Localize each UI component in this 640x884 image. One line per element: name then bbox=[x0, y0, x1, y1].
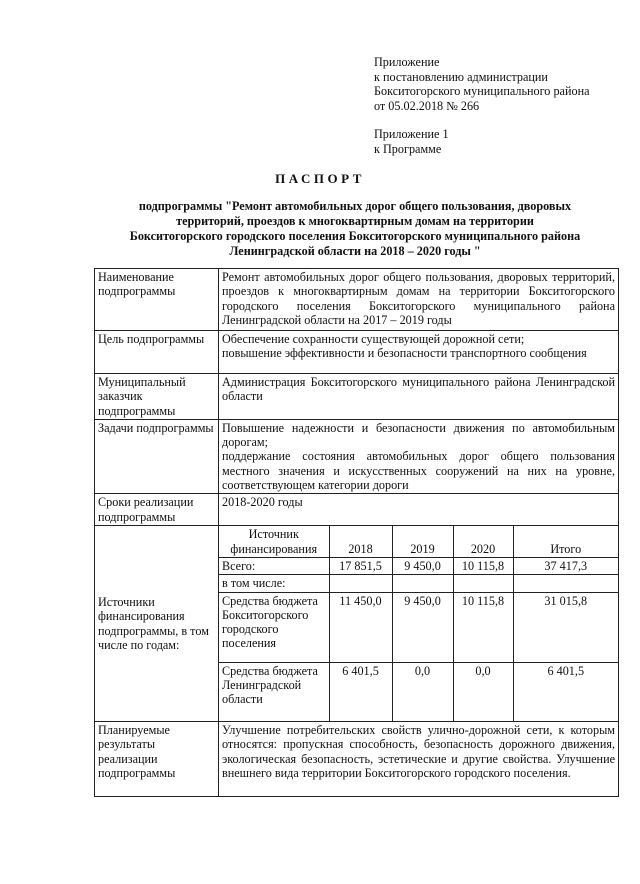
row-value: Улучшение потребительских свойств улично-дорожной сети, к которым относятся: пропускная способность, безопасность дорожного движения, экологическая безопасность, эстетические и другие свойства. Улучшение внешнего вида территории Бокситогорского городского поселения. bbox=[219, 722, 619, 797]
table-row bbox=[95, 494, 619, 526]
source-label: в том числе: bbox=[219, 575, 329, 592]
row-label: Источники финансирования подпрограммы, в том числе по годам: bbox=[95, 526, 219, 722]
row-label: Планируемые результаты реализации подпрограммы bbox=[95, 722, 219, 797]
appendix-line: Приложение bbox=[374, 55, 440, 69]
column-header: 2019 bbox=[392, 526, 453, 557]
amount: 0,0 bbox=[453, 662, 513, 721]
table-row bbox=[95, 331, 619, 374]
empty-cell bbox=[453, 575, 513, 592]
subtitle-line: территорий, проездов к многоквартирным домам на территории bbox=[176, 214, 534, 228]
table-row bbox=[95, 419, 619, 493]
empty-cell bbox=[329, 575, 392, 592]
appendix-date-number: от 05.02.2018 № 266 bbox=[374, 98, 480, 113]
amount: 10 115,8 bbox=[453, 592, 513, 662]
finance-row bbox=[219, 592, 618, 662]
appendix-line: к постановлению администрации bbox=[374, 69, 548, 84]
subtitle-line: подпрограммы "Ремонт автомобильных дорог общего пользования, дворовых bbox=[138, 199, 572, 213]
amount: 6 401,5 bbox=[329, 662, 392, 721]
row-value: 2018-2020 годы bbox=[219, 494, 619, 526]
source-label: Средства бюджета Ленинградской области bbox=[219, 662, 329, 721]
appendix-line: Приложение 1 bbox=[374, 127, 449, 141]
amount: 0,0 bbox=[392, 662, 453, 721]
finance-table bbox=[219, 526, 618, 721]
task-item: поддержание состояния автомобильных дорог общего пользования местного значения и искусственных сооружений на них на уровне, соответствующем категории дороги bbox=[222, 449, 615, 493]
empty-cell bbox=[513, 575, 618, 592]
finance-row bbox=[219, 662, 618, 721]
row-label: Муниципальный заказчик подпрограммы bbox=[95, 374, 219, 420]
program-appendix-header bbox=[374, 127, 449, 156]
amount: 9 450,0 bbox=[392, 557, 453, 574]
empty-cell bbox=[392, 575, 453, 592]
row-label: Сроки реализации подпрограммы bbox=[95, 494, 219, 526]
passport-table bbox=[94, 268, 619, 797]
column-header: 2020 bbox=[453, 526, 513, 557]
task-item: Повышение надежности и безопасности движения по автомобильным дорогам; bbox=[222, 420, 615, 450]
amount: 6 401,5 bbox=[513, 662, 618, 721]
amount: 10 115,8 bbox=[453, 557, 513, 574]
row-value: Администрация Бокситогорского муниципального района Ленинградской области bbox=[219, 374, 619, 420]
goal-item: повышение эффективности и безопасности транспортного сообщения bbox=[222, 346, 587, 361]
finance-row bbox=[219, 575, 618, 592]
source-label: Средства бюджета Бокситогорского городского поселения bbox=[219, 592, 329, 662]
row-label: Цель подпрограммы bbox=[95, 331, 219, 374]
goal-item: Обеспечение сохранности существующей дорожной сети; bbox=[222, 332, 525, 346]
row-value bbox=[219, 419, 619, 493]
table-row bbox=[95, 526, 619, 722]
source-label: Всего: bbox=[219, 557, 329, 574]
appendix-header bbox=[374, 55, 590, 113]
row-value: Ремонт автомобильных дорог общего пользования, дворовых территорий, проездов к многоквартирным домам на территории Бокситогорского городского поселения Бокситогорского муниципального района Ленинградской области на 2017 – 2019 годы bbox=[219, 269, 619, 331]
table-row bbox=[95, 722, 619, 797]
appendix-line: Бокситогорского муниципального района bbox=[374, 84, 590, 98]
finance-row bbox=[219, 557, 618, 574]
finance-header-row bbox=[219, 526, 618, 557]
document-title: ПАСПОРТ bbox=[275, 171, 365, 186]
row-label: Наименование подпрограммы bbox=[95, 269, 219, 331]
finance-cell bbox=[219, 526, 619, 722]
column-header: Итого bbox=[513, 526, 618, 557]
subtitle-line: Бокситогорского городского поселения Бокситогорского муниципального района bbox=[129, 229, 581, 243]
subtitle-line: Ленинградской области на 2018 – 2020 годы " bbox=[229, 244, 481, 258]
appendix-line: к Программе bbox=[374, 141, 442, 156]
amount: 37 417,3 bbox=[513, 557, 618, 574]
document-subtitle bbox=[95, 199, 615, 259]
table-row bbox=[95, 374, 619, 420]
amount: 17 851,5 bbox=[329, 557, 392, 574]
amount: 11 450,0 bbox=[329, 592, 392, 662]
column-header: Источник финансирования bbox=[219, 526, 329, 557]
amount: 31 015,8 bbox=[513, 592, 618, 662]
amount: 9 450,0 bbox=[392, 592, 453, 662]
column-header: 2018 bbox=[329, 526, 392, 557]
row-label: Задачи подпрограммы bbox=[95, 419, 219, 493]
table-row bbox=[95, 269, 619, 331]
row-value bbox=[219, 331, 619, 374]
